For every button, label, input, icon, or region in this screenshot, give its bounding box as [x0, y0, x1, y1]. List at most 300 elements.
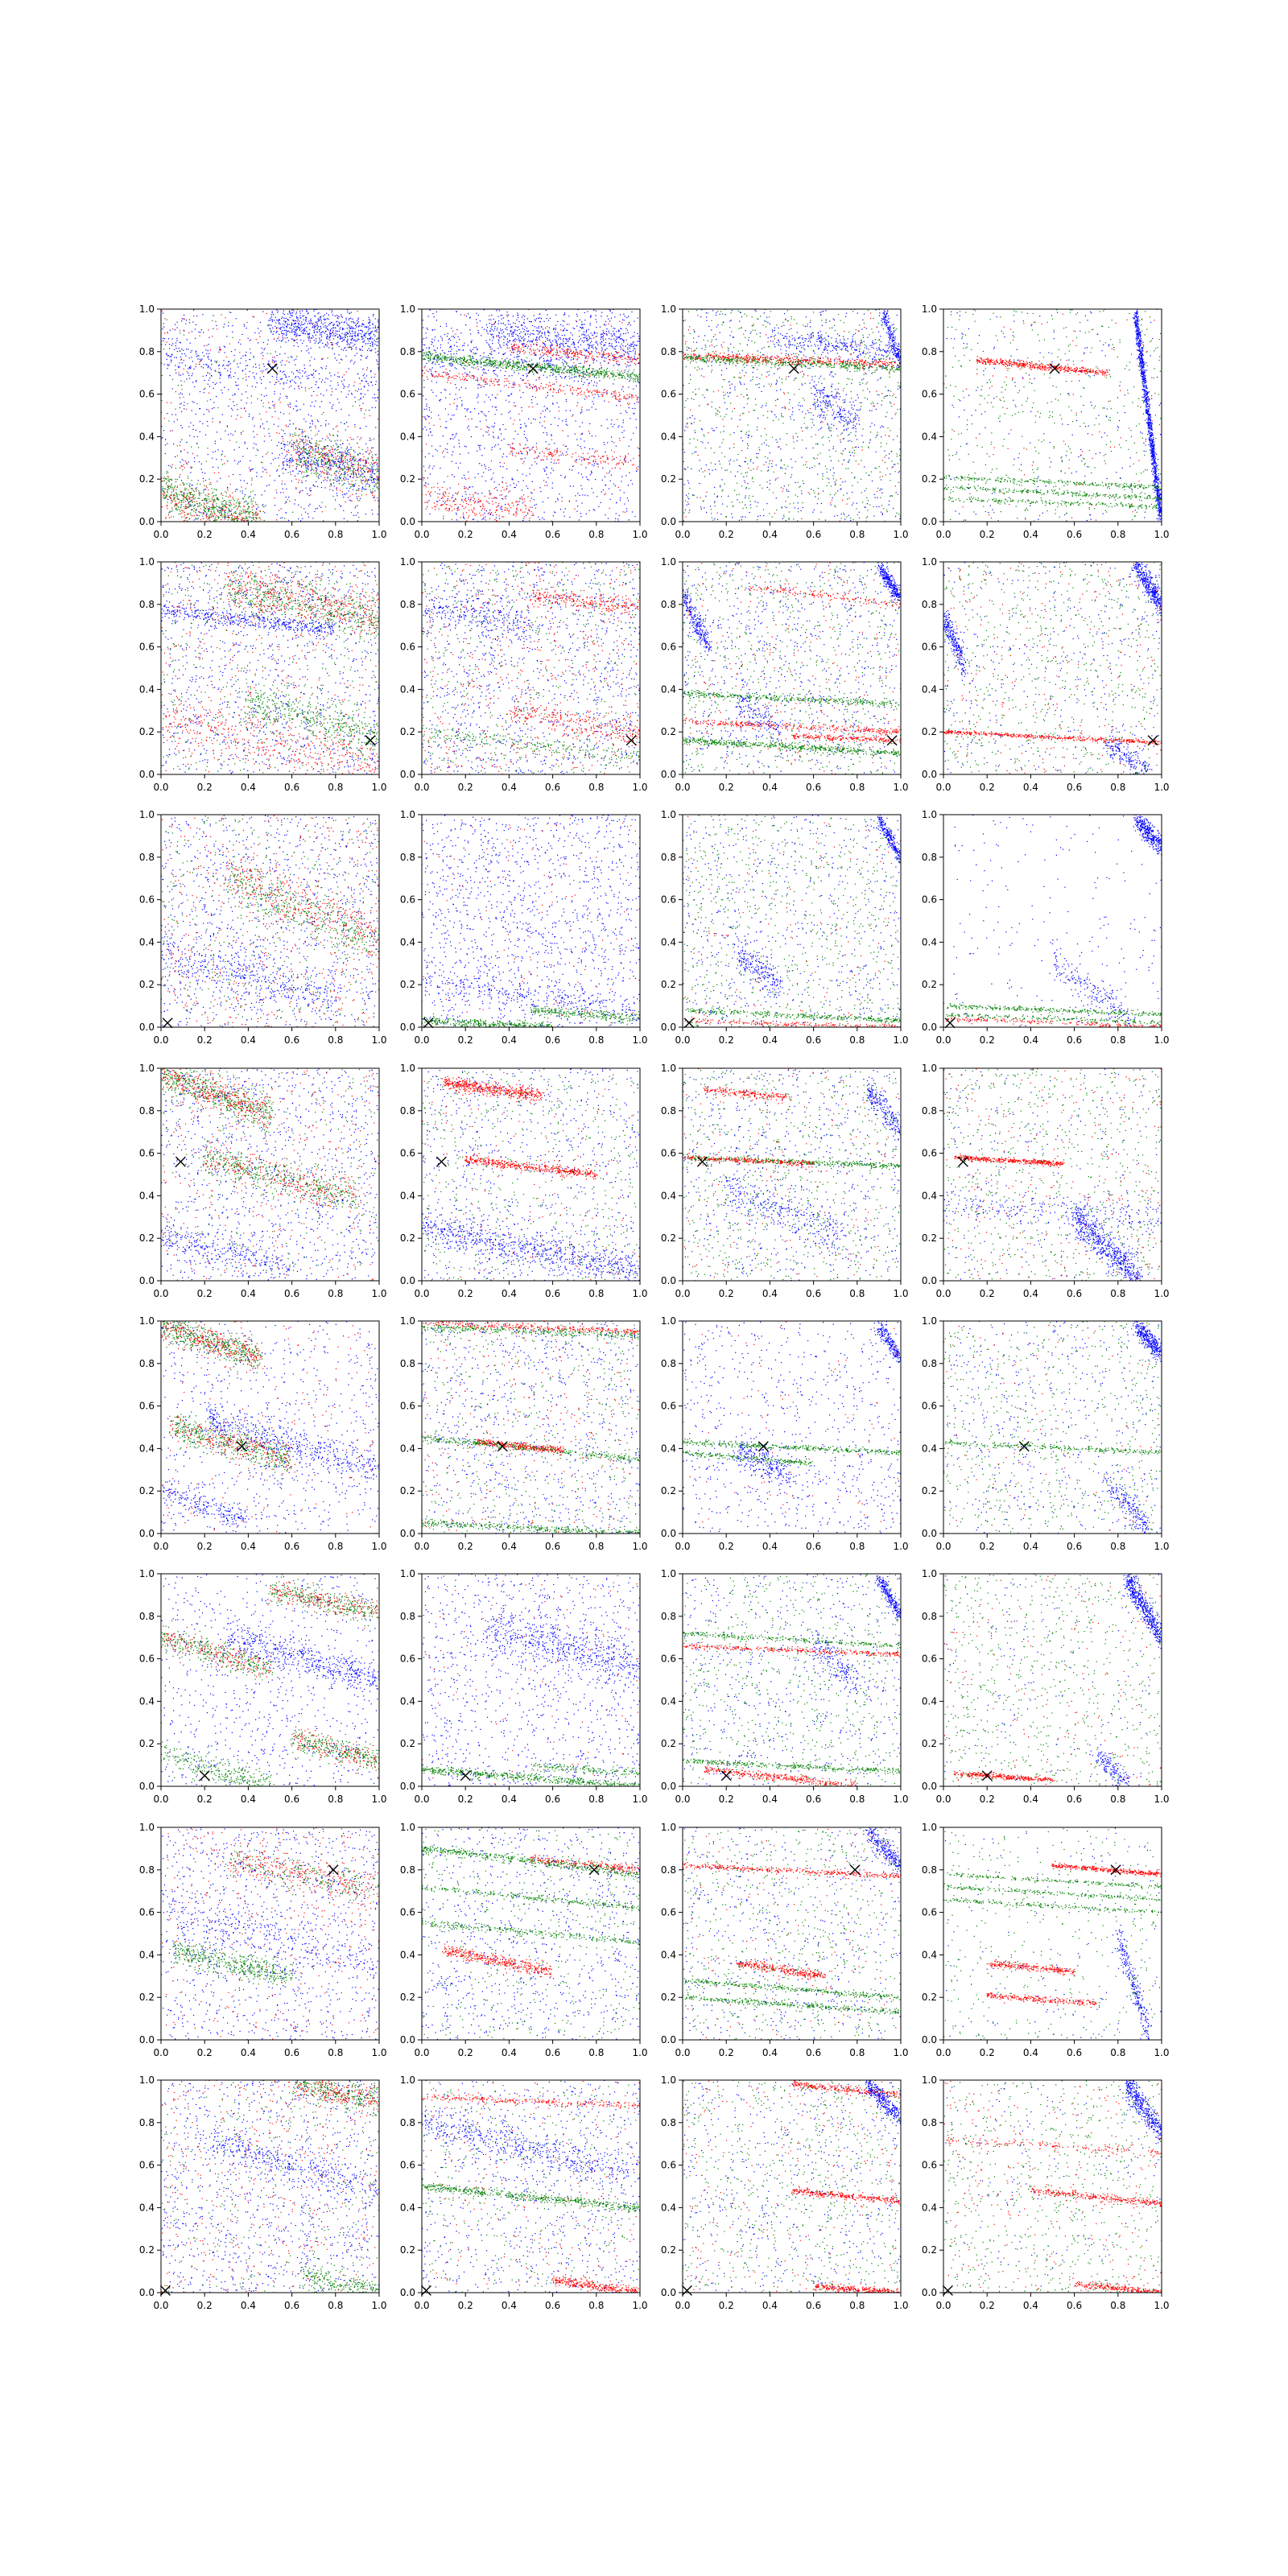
scatter-point	[307, 376, 308, 377]
scatter-point	[330, 468, 331, 469]
scatter-point	[242, 456, 243, 457]
scatter-point	[432, 367, 433, 368]
scatter-point	[366, 327, 367, 328]
scatter-point	[560, 475, 561, 476]
x-tick-label: 1.0	[371, 529, 386, 540]
scatter-point	[335, 461, 336, 462]
scatter-point	[315, 327, 316, 328]
scatter-point	[583, 384, 584, 385]
scatter-point	[527, 447, 528, 448]
scatter-point	[500, 507, 501, 508]
scatter-point	[312, 447, 313, 448]
scatter-point	[163, 327, 164, 328]
scatter-point	[341, 461, 342, 462]
scatter-point	[275, 351, 276, 352]
scatter-point	[293, 408, 294, 409]
scatter-point	[166, 478, 167, 479]
scatter-point	[602, 480, 603, 481]
scatter-point	[246, 517, 247, 518]
scatter-point	[275, 382, 276, 383]
scatter-point	[275, 317, 276, 318]
scatter-point	[201, 366, 202, 367]
scatter-point	[303, 446, 304, 447]
scatter-point	[208, 496, 209, 497]
scatter-point	[193, 425, 194, 426]
scatter-point	[311, 430, 312, 431]
scatter-point	[261, 383, 262, 384]
scatter-point	[449, 360, 450, 361]
scatter-point	[552, 488, 553, 489]
scatter-point	[293, 446, 294, 447]
scatter-point	[271, 316, 272, 317]
scatter-point	[295, 442, 296, 443]
scatter-point	[375, 469, 376, 470]
scatter-point	[630, 358, 631, 359]
scatter-point	[443, 518, 444, 519]
scatter-point	[331, 394, 332, 395]
scatter-point	[377, 487, 378, 488]
scatter-point	[167, 355, 168, 356]
scatter-point	[234, 460, 235, 461]
scatter-point	[162, 311, 163, 312]
scatter-point	[426, 406, 427, 407]
scatter-point	[303, 404, 304, 405]
scatter-point	[375, 454, 376, 455]
scatter-point	[558, 334, 559, 335]
scatter-point	[368, 331, 369, 332]
scatter-point	[327, 462, 328, 463]
scatter-point	[357, 477, 358, 478]
scatter-point	[622, 356, 623, 357]
scatter-point	[281, 508, 282, 509]
scatter-point	[324, 323, 325, 324]
scatter-point	[178, 367, 179, 368]
scatter-point	[195, 328, 196, 329]
scatter-point	[333, 445, 334, 446]
scatter-point	[221, 514, 222, 515]
scatter-point	[428, 484, 429, 485]
scatter-point	[602, 354, 603, 355]
scatter-point	[237, 385, 238, 386]
scatter-point	[630, 480, 631, 481]
scatter-point	[580, 485, 581, 486]
scatter-point	[335, 440, 336, 441]
scatter-point	[277, 469, 278, 470]
scatter-point	[322, 380, 323, 381]
scatter-point	[210, 484, 211, 485]
scatter-point	[241, 400, 242, 401]
scatter-point	[206, 353, 207, 354]
scatter-point	[465, 416, 466, 417]
scatter-point	[358, 463, 359, 464]
scatter-point	[463, 517, 464, 518]
scatter-point	[524, 323, 525, 324]
scatter-point	[540, 417, 541, 418]
scatter-point	[241, 358, 242, 359]
scatter-point	[351, 439, 352, 440]
scatter-point	[233, 355, 234, 356]
scatter-point	[518, 321, 519, 322]
scatter-point	[187, 371, 188, 372]
scatter-point	[513, 387, 514, 388]
scatter-point	[365, 381, 366, 382]
scatter-point	[285, 396, 286, 397]
scatter-point	[525, 437, 526, 438]
scatter-point	[312, 449, 313, 450]
scatter-point	[284, 449, 285, 450]
scatter-point	[551, 344, 552, 345]
scatter-point	[357, 454, 358, 455]
scatter-point	[352, 458, 353, 459]
scatter-point	[499, 518, 500, 519]
scatter-point	[358, 490, 359, 491]
scatter-point	[308, 450, 309, 451]
scatter-point	[575, 495, 576, 496]
scatter-point	[580, 439, 581, 440]
scatter-point	[316, 451, 317, 452]
scatter-point	[261, 353, 262, 354]
scatter-point	[582, 434, 583, 435]
scatter-point	[307, 475, 308, 476]
scatter-point	[277, 367, 278, 368]
scatter-point	[220, 382, 221, 383]
scatter-point	[180, 393, 181, 394]
scatter-point	[306, 321, 307, 322]
scatter-point	[476, 380, 477, 381]
scatter-point	[211, 507, 212, 508]
scatter-point	[180, 500, 181, 501]
scatter-point	[361, 408, 362, 409]
scatter-point	[301, 327, 302, 328]
scatter-point	[325, 424, 326, 425]
scatter-point	[536, 443, 537, 444]
scatter-point	[171, 484, 172, 485]
scatter-point	[223, 360, 224, 361]
scatter-point	[267, 344, 268, 345]
scatter-point	[217, 510, 218, 511]
scatter-point	[245, 442, 246, 443]
scatter-point	[167, 364, 168, 365]
scatter-point	[374, 486, 375, 487]
scatter-point	[201, 329, 202, 330]
scatter-point	[299, 378, 300, 379]
scatter-point	[518, 340, 519, 341]
scatter-point	[334, 462, 335, 463]
scatter-point	[237, 409, 238, 410]
scatter-point	[312, 421, 313, 422]
scatter-point	[569, 517, 570, 518]
scatter-point	[432, 330, 433, 331]
scatter-point	[205, 494, 206, 495]
scatter-point	[322, 453, 323, 454]
scatter-point	[309, 337, 310, 338]
scatter-point	[245, 443, 246, 444]
scatter-point	[466, 446, 467, 447]
scatter-point	[175, 489, 176, 490]
scatter-point	[306, 488, 307, 489]
scatter-point	[616, 336, 617, 337]
scatter-point	[559, 369, 560, 370]
scatter-point	[458, 336, 459, 337]
scatter-point	[609, 471, 610, 472]
scatter-point	[584, 350, 585, 351]
scatter-point	[285, 321, 286, 322]
scatter-point	[299, 369, 300, 370]
scatter-point	[588, 480, 589, 481]
scatter-point	[228, 322, 229, 323]
scatter-point	[355, 325, 356, 326]
scatter-point	[628, 332, 629, 333]
scatter-point	[294, 360, 295, 361]
scatter-point	[633, 389, 634, 390]
scatter-point	[240, 506, 241, 507]
scatter-point	[262, 471, 263, 472]
scatter-point	[498, 320, 499, 321]
scatter-point	[578, 346, 579, 347]
scatter-point	[230, 377, 231, 378]
scatter-point	[354, 323, 355, 324]
scatter-point	[215, 518, 216, 519]
scatter-point	[302, 457, 303, 458]
scatter-point	[370, 333, 371, 334]
scatter-point	[336, 450, 337, 451]
scatter-point	[346, 332, 347, 333]
scatter-point	[478, 445, 479, 446]
scatter-point	[353, 450, 354, 451]
scatter-point	[361, 494, 362, 495]
scatter-point	[350, 318, 351, 319]
scatter-point	[240, 480, 241, 481]
scatter-point	[317, 434, 318, 435]
scatter-point	[532, 481, 533, 482]
scatter-point	[593, 509, 594, 510]
scatter-point	[629, 407, 630, 408]
scatter-point	[192, 453, 193, 454]
scatter-point	[500, 346, 501, 347]
scatter-point	[503, 362, 504, 363]
scatter-point	[316, 323, 317, 324]
scatter-point	[372, 323, 373, 324]
scatter-point	[435, 364, 436, 365]
scatter-point	[208, 393, 209, 394]
scatter-point	[307, 467, 308, 468]
scatter-point	[338, 385, 339, 386]
scatter-point	[169, 348, 170, 349]
scatter-point	[242, 370, 243, 371]
scatter-point	[239, 352, 240, 353]
scatter-point	[482, 369, 483, 370]
scatter-point	[323, 395, 324, 396]
scatter-point	[337, 376, 338, 377]
scatter-point	[317, 325, 318, 326]
scatter-point	[331, 441, 332, 442]
scatter-point	[187, 501, 188, 502]
scatter-point	[363, 324, 364, 325]
scatter-point	[498, 444, 499, 445]
scatter-point	[344, 472, 345, 473]
scatter-point	[295, 427, 296, 428]
scatter-point	[287, 324, 288, 325]
scatter-point	[229, 515, 230, 516]
scatter-point	[333, 496, 334, 497]
scatter-point	[206, 461, 207, 462]
scatter-point	[358, 485, 359, 486]
scatter-point	[261, 394, 262, 395]
scatter-point	[326, 452, 327, 453]
scatter-point	[319, 457, 320, 458]
scatter-point	[332, 330, 333, 331]
scatter-point	[358, 321, 359, 322]
scatter-point	[348, 426, 349, 427]
scatter-point	[331, 469, 332, 470]
scatter-point	[289, 443, 290, 444]
scatter-point	[464, 477, 465, 478]
scatter-point	[553, 470, 554, 471]
scatter-point	[372, 338, 373, 339]
scatter-point	[460, 314, 461, 315]
scatter-point	[636, 427, 637, 428]
scatter-point	[199, 498, 200, 499]
scatter-point	[601, 491, 602, 492]
scatter-point	[321, 487, 322, 488]
scatter-point	[342, 329, 343, 330]
scatter-point	[546, 397, 547, 398]
scatter-point	[351, 512, 352, 513]
scatter-point	[308, 375, 309, 376]
scatter-point	[623, 342, 624, 343]
scatter-point	[351, 339, 352, 340]
scatter-point	[302, 431, 303, 432]
scatter-point	[219, 510, 220, 511]
scatter-point	[329, 486, 330, 487]
scatter-point	[209, 484, 210, 485]
scatter-point	[278, 311, 279, 312]
scatter-point	[364, 476, 365, 477]
scatter-point	[485, 431, 486, 432]
scatter-point	[618, 342, 619, 343]
scatter-point	[423, 466, 424, 467]
scatter-point	[310, 319, 311, 320]
scatter-point	[205, 500, 206, 501]
scatter-point	[272, 453, 273, 454]
scatter-point	[310, 448, 311, 449]
scatter-point	[284, 314, 285, 315]
scatter-point	[182, 500, 183, 501]
scatter-point	[283, 320, 284, 321]
scatter-point	[362, 323, 363, 324]
scatter-point	[637, 345, 638, 346]
scatter-point	[344, 374, 345, 375]
scatter-point	[337, 440, 338, 441]
scatter-point	[185, 501, 186, 502]
scatter-point	[339, 483, 340, 484]
scatter-point	[525, 457, 526, 458]
scatter-point	[190, 494, 191, 495]
scatter-point	[494, 328, 495, 329]
scatter-point	[228, 375, 229, 376]
scatter-point	[302, 472, 303, 473]
scatter-point	[510, 418, 511, 419]
scatter-point	[565, 366, 566, 367]
scatter-point	[313, 323, 314, 324]
scatter-point	[587, 350, 588, 351]
scatter-point	[369, 328, 370, 329]
scatter-point	[352, 319, 353, 320]
scatter-point	[206, 498, 207, 499]
scatter-point	[295, 313, 296, 314]
scatter-point	[240, 344, 241, 345]
scatter-point	[295, 445, 296, 446]
scatter-point	[354, 355, 355, 356]
scatter-point	[500, 462, 501, 463]
scatter-point	[218, 372, 219, 373]
scatter-point	[177, 487, 178, 488]
scatter-point	[318, 465, 319, 466]
scatter-point	[357, 520, 358, 521]
scatter-point	[500, 390, 501, 391]
scatter-point	[629, 381, 630, 382]
scatter-point	[295, 459, 296, 460]
scatter-point	[584, 495, 585, 496]
scatter-point	[344, 380, 345, 381]
scatter-point	[313, 377, 314, 378]
scatter-point	[423, 387, 424, 388]
scatter-point	[323, 520, 324, 521]
scatter-point	[223, 501, 224, 502]
scatter-point	[377, 329, 378, 330]
scatter-point	[308, 321, 309, 322]
scatter-point	[334, 353, 335, 354]
scatter-point	[503, 453, 504, 454]
scatter-point	[286, 342, 287, 343]
scatter-point	[576, 459, 577, 460]
scatter-point	[500, 328, 501, 329]
scatter-point	[618, 425, 619, 426]
scatter-point	[368, 329, 369, 330]
scatter-point	[221, 503, 222, 504]
scatter-point	[332, 348, 333, 349]
scatter-point	[464, 408, 465, 409]
scatter-point	[180, 441, 181, 442]
scatter-point	[296, 339, 297, 340]
scatter-point	[215, 370, 216, 371]
scatter-point	[583, 324, 584, 325]
scatter-point	[258, 332, 259, 333]
scatter-point	[227, 425, 228, 426]
scatter-point	[354, 361, 355, 362]
scatter-point	[343, 337, 344, 338]
scatter-point	[367, 450, 368, 451]
scatter-point	[512, 479, 513, 480]
scatter-point	[482, 327, 483, 328]
scatter-point	[203, 492, 204, 493]
scatter-point	[500, 428, 501, 429]
scatter-point	[281, 429, 282, 430]
scatter-point	[234, 519, 235, 520]
scatter-point	[272, 360, 273, 361]
scatter-point	[324, 454, 325, 455]
scatter-point	[458, 506, 459, 507]
scatter-point	[309, 453, 310, 454]
scatter-point	[194, 461, 195, 462]
scatter-point	[337, 461, 338, 462]
scatter-point	[297, 440, 298, 441]
scatter-point	[465, 493, 466, 494]
scatter-point	[309, 329, 310, 330]
scatter-point	[528, 340, 529, 341]
scatter-point	[221, 513, 222, 514]
scatter-point	[432, 313, 433, 314]
